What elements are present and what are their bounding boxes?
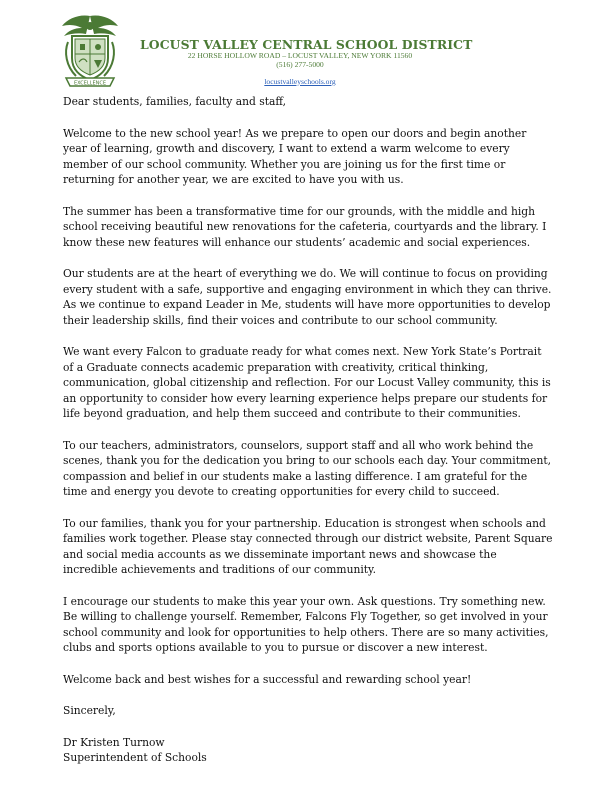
district-phone: (516) 277-5000	[276, 59, 324, 69]
district-name: LOCUST VALLEY CENTRAL SCHOOL DISTRICT	[140, 37, 473, 52]
letterhead	[0, 0, 612, 92]
seal-ribbon-text: EXCELLENCE	[74, 80, 106, 87]
paragraph-families: To our families, thank you for your partnership. Education is strongest when schools and families work together. Please stay connected through our district website, Parent Square and social media accounts as we disseminate important news and showcase the incredible achievements and traditions of our community.	[63, 516, 553, 576]
paragraph-students: Our students are at the heart of everything we do. We will continue to focus on providing every student with a safe, supportive and engaging environment in which they can thrive. As we continue to expand Leader in Me, students will have more opportunities to develop their leadership skills, find their voices and contribute to our school community.	[63, 267, 552, 327]
district-info	[140, 37, 473, 88]
paragraph-renovations: The summer has been a transformative time for our grounds, with the middle and high school receiving beautiful new renovations for the cafeteria, courtyards and the library. I know these new features will enhance our students’ academic and social experiences.	[63, 204, 547, 249]
paragraph-staff-thanks: To our teachers, administrators, counselors, support staff and all who work behind the scenes, thank you for the dedication you bring to our schools each day. Your commitment, compassion and belief in our students make a lasting difference. I am grateful for the time and energy you devote to creating opportunities for every child to succeed.	[63, 438, 552, 498]
letter-body	[63, 94, 553, 766]
closing: Sincerely,	[63, 704, 116, 717]
paragraph-encouragement: I encourage our students to make this year your own. Ask questions. Try something new. Be willing to challenge yourself. Remember, Falcons Fly Together, so get involved in your school community and look for opportunities to help others. There are so many activities, clubs and sports options available to you to pursue or discover a new interest.	[63, 594, 549, 654]
paragraph-portrait-of-graduate: We want every Falcon to graduate ready for what comes next. New York State’s Portrait of a Graduate connects academic preparation with creativity, critical thinking, communication, global citizenship and reflection. For our Locust Valley community, this is an opportunity to consider how every learning experience helps prepare our students for life beyond graduation, and help them succeed and contribute to their communities.	[63, 345, 551, 420]
district-address: 22 HORSE HOLLOW ROAD – LOCUST VALLEY, NEW YORK 11560	[187, 51, 413, 61]
signature-block	[63, 735, 553, 766]
paragraph-welcome: Welcome to the new school year! As we prepare to open our doors and begin another year of learning, growth and discovery, I want to extend a warm welcome to every member of our school community. Whether you are joining us for the first time or returning for another year, we are excited to have you with us.	[63, 126, 527, 186]
district-seal-icon	[58, 12, 122, 90]
district-website-link[interactable]: locustvalleyschools.org	[264, 76, 336, 86]
signer-name: Dr Kristen Turnow	[63, 735, 165, 749]
paragraph-welcome-back: Welcome back and best wishes for a successful and rewarding school year!	[63, 672, 472, 686]
salutation: Dear students, families, faculty and staff,	[63, 95, 286, 108]
signer-title: Superintendent of Schools	[63, 751, 207, 764]
